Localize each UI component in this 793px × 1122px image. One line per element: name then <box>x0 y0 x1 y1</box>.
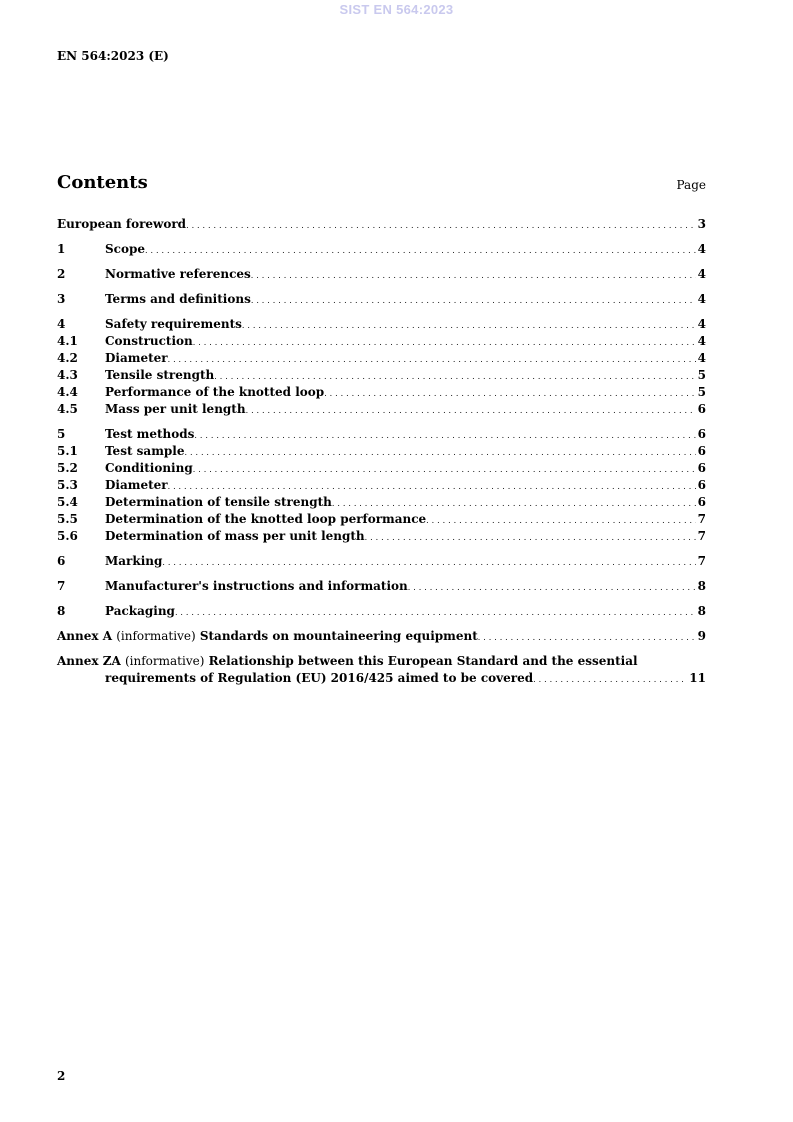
toc-entry-number: 5 <box>57 427 66 441</box>
toc-leader-dots <box>162 554 695 571</box>
toc-entry-title: Safety requirements <box>105 317 242 331</box>
toc-leader-dots <box>175 604 696 621</box>
toc-entry-title: Tensile strength <box>105 368 215 382</box>
toc-entry[interactable] <box>57 333 706 350</box>
toc-leader-dots <box>194 427 695 444</box>
toc-entry-title: Test sample <box>105 444 185 458</box>
toc-entry-number: 4.2 <box>57 351 78 365</box>
toc-leader-dots <box>251 267 696 284</box>
toc-leader-dots <box>365 529 696 546</box>
toc-leader-dots <box>193 461 696 478</box>
toc-entry-page: 8 <box>697 604 706 618</box>
toc-entry-title: Determination of tensile strength <box>105 495 332 509</box>
contents-header <box>57 172 706 196</box>
toc-entry-number: 2 <box>57 267 66 281</box>
toc-entry[interactable] <box>57 494 706 511</box>
toc-entry-page: 8 <box>697 579 706 593</box>
contents-title: Contents <box>57 172 148 193</box>
toc-entry-title: Packaging <box>105 604 175 618</box>
toc-leader-dots <box>478 629 696 646</box>
toc-entry-title: European foreword <box>57 217 187 231</box>
toc-entry[interactable] <box>57 443 706 460</box>
toc-entry-number: 6 <box>57 554 66 568</box>
toc-entry[interactable] <box>57 460 706 477</box>
toc-entry-page: 7 <box>697 554 706 568</box>
toc-entry-title: Scope <box>105 242 146 256</box>
toc-entry-page: 6 <box>697 461 706 475</box>
toc-leader-dots <box>193 334 696 351</box>
page-number: 2 <box>57 1069 66 1083</box>
toc-entry-page: 4 <box>697 267 706 281</box>
toc-entry-page: 5 <box>697 385 706 399</box>
toc-entry[interactable] <box>57 266 706 283</box>
toc-entry-page: 4 <box>697 351 706 365</box>
toc-entry-page: 3 <box>697 217 706 231</box>
toc-entry-title: Diameter <box>105 478 168 492</box>
toc-entry[interactable] <box>57 578 706 595</box>
toc-leader-dots <box>214 368 695 385</box>
toc-entry-page: 6 <box>697 402 706 416</box>
toc-leader-dots <box>168 478 696 495</box>
toc-entry-number: 5.1 <box>57 444 78 458</box>
annex-za-title-line1: Relationship between this European Standard and the essential <box>208 654 638 668</box>
toc-leader-dots <box>145 242 696 259</box>
document-id: EN 564:2023 (E) <box>57 49 169 63</box>
toc-entry[interactable] <box>57 528 706 545</box>
toc-entry-number: 4 <box>57 317 66 331</box>
annex-a-type: (informative) <box>116 629 196 643</box>
watermark: SIST EN 564:2023 <box>339 2 454 17</box>
toc-entry-page: 5 <box>697 368 706 382</box>
toc-entry[interactable] <box>57 384 706 401</box>
toc-entry[interactable] <box>57 216 706 233</box>
toc-entry[interactable] <box>57 511 706 528</box>
toc-leader-dots <box>533 671 687 688</box>
toc-leader-dots <box>184 444 695 461</box>
toc-entry-page: 7 <box>697 529 706 543</box>
toc-entry-number: 1 <box>57 242 66 256</box>
toc-entry-title: Normative references <box>105 267 251 281</box>
toc-entry-title: Construction <box>105 334 193 348</box>
toc-entry-title: Marking <box>105 554 163 568</box>
page-column-label: Page <box>676 178 706 192</box>
toc-entry[interactable] <box>57 426 706 443</box>
toc-entry-title: Diameter <box>105 351 168 365</box>
toc-leader-dots <box>251 292 696 309</box>
toc-entry-number: 5.6 <box>57 529 78 543</box>
annex-za-type: (informative) <box>124 654 205 668</box>
toc-entry-page: 6 <box>697 427 706 441</box>
toc-entry[interactable] <box>57 241 706 258</box>
annex-a-label: Annex A <box>57 629 113 643</box>
toc-entry-number: 4.5 <box>57 402 78 416</box>
toc-leader-dots <box>408 579 696 596</box>
annex-za-label: Annex ZA <box>57 654 121 668</box>
toc-entry-page: 4 <box>697 334 706 348</box>
toc-entry-page: 6 <box>697 444 706 458</box>
toc-entry-title: Test methods <box>105 427 195 441</box>
toc-entry[interactable] <box>57 477 706 494</box>
toc-entry-title: Determination of the knotted loop performance <box>105 512 427 526</box>
toc-entry-number: 4.3 <box>57 368 78 382</box>
toc-entry-number: 5.4 <box>57 495 78 509</box>
toc-entry-page: 7 <box>697 512 706 526</box>
toc-entry-number: 7 <box>57 579 66 593</box>
toc-entry[interactable] <box>57 603 706 620</box>
toc-leader-dots <box>186 217 696 234</box>
toc-entry-page: 4 <box>697 317 706 331</box>
toc-entry[interactable] <box>57 350 706 367</box>
toc-entry-number: 5.5 <box>57 512 78 526</box>
toc-entry-number: 4.4 <box>57 385 78 399</box>
annex-a-title: Standards on mountaineering equipment <box>199 629 478 643</box>
toc-entry-title: Terms and definitions <box>105 292 251 306</box>
toc-entry-annex-a[interactable] <box>57 628 706 645</box>
toc-leader-dots <box>426 512 695 529</box>
toc-entry-title: Performance of the knotted loop <box>105 385 325 399</box>
toc-entry[interactable] <box>57 553 706 570</box>
toc-entry-title: Determination of mass per unit length <box>105 529 365 543</box>
toc-entry-page: 4 <box>697 242 706 256</box>
annex-a-page: 9 <box>697 629 706 643</box>
toc-entry-number: 5.3 <box>57 478 78 492</box>
toc-leader-dots <box>242 317 696 334</box>
toc-entry-page: 6 <box>697 495 706 509</box>
toc-leader-dots <box>168 351 696 368</box>
toc-entry-number: 3 <box>57 292 66 306</box>
toc-leader-dots <box>324 385 695 402</box>
toc-entry[interactable] <box>57 316 706 333</box>
annex-za-title-line2: requirements of Regulation (EU) 2016/425 aimed to be covered <box>105 671 534 685</box>
toc-entry-number: 5.2 <box>57 461 78 475</box>
toc-entry-title: Manufacturer's instructions and information <box>105 579 408 593</box>
annex-za-page: 11 <box>689 671 706 685</box>
toc-leader-dots <box>332 495 696 512</box>
toc-entry[interactable] <box>57 367 706 384</box>
toc-leader-dots <box>246 402 696 419</box>
toc-entry-title: Conditioning <box>105 461 193 475</box>
toc-entry-number: 4.1 <box>57 334 78 348</box>
toc-entry-page: 6 <box>697 478 706 492</box>
toc-entry[interactable] <box>57 291 706 308</box>
toc-entry-page: 4 <box>697 292 706 306</box>
toc-entry-title: Mass per unit length <box>105 402 246 416</box>
table-of-contents <box>57 216 706 687</box>
toc-entry[interactable] <box>57 401 706 418</box>
toc-entry-number: 8 <box>57 604 66 618</box>
toc-entry-annex-za[interactable] <box>57 653 706 687</box>
